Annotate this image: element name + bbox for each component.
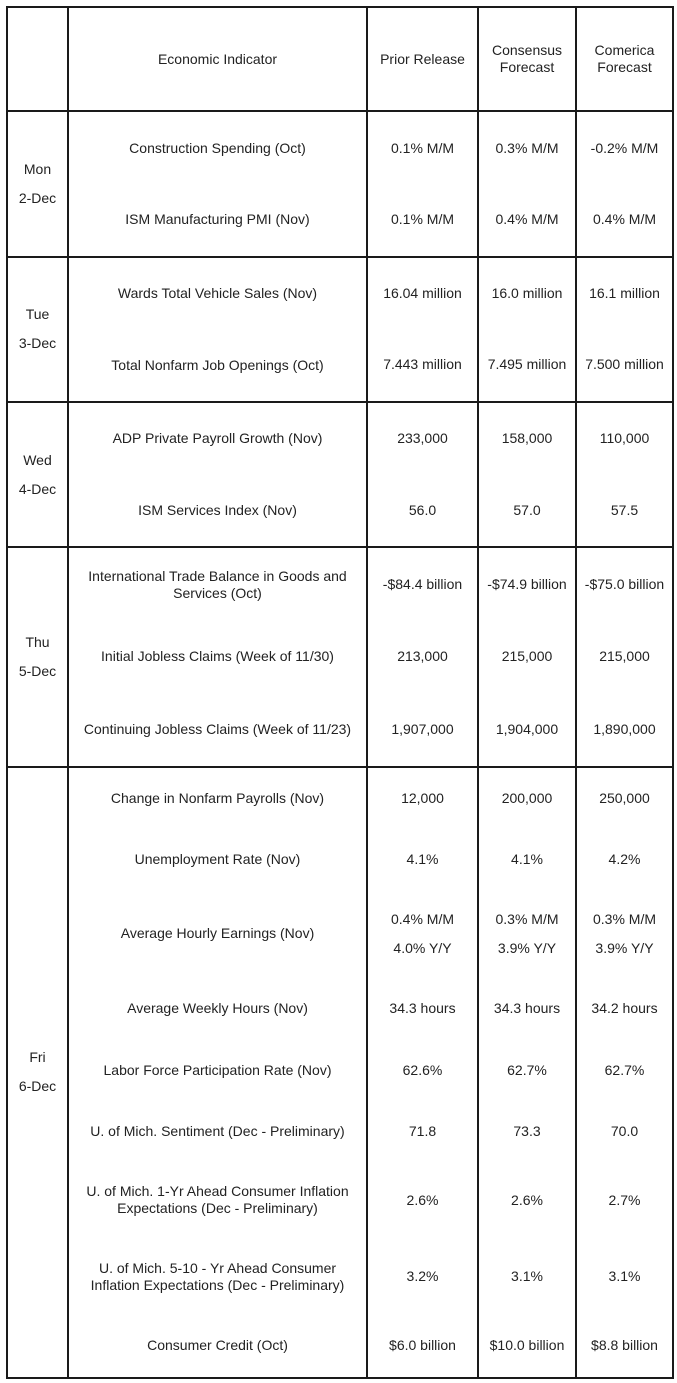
- comerica-forecast-value: 110,000: [599, 430, 650, 447]
- consensus-forecast-item: [479, 336, 575, 393]
- comerica-forecast-values: [585, 350, 664, 379]
- prior-release-list: [368, 112, 477, 255]
- indicator-item: [69, 1041, 366, 1099]
- comerica-forecast-value: 0.4% M/M: [592, 211, 656, 228]
- comerica-forecast-values: [611, 496, 638, 525]
- header-prior-release: Prior Release: [367, 7, 478, 111]
- comerica-forecast-cell: [576, 257, 673, 402]
- day-cell: [7, 547, 68, 766]
- comerica-forecast-cell: [576, 402, 673, 547]
- comerica-forecast-item: [577, 892, 672, 976]
- comerica-forecast-values: [593, 905, 656, 963]
- consensus-forecast-values: [513, 1117, 540, 1146]
- comerica-forecast-item: [577, 265, 672, 322]
- day-name: Thu: [25, 633, 50, 650]
- consensus-forecast-item: [479, 831, 575, 889]
- comerica-forecast-item: [577, 831, 672, 889]
- consensus-forecast-item: [479, 892, 575, 976]
- prior-release-item: [368, 892, 477, 976]
- header-day: [7, 7, 68, 111]
- indicator-label: Wards Total Vehicle Sales (Nov): [117, 285, 318, 302]
- prior-release-values: [389, 994, 455, 1023]
- prior-release-value: 0.1% M/M: [390, 139, 454, 156]
- prior-release-values: [409, 1117, 436, 1146]
- consensus-forecast-item: [479, 701, 575, 758]
- comerica-forecast-value: 250,000: [599, 790, 650, 807]
- day-date: 3-Dec: [18, 335, 57, 352]
- consensus-forecast-item: [479, 410, 575, 467]
- prior-release-item: [368, 191, 477, 248]
- consensus-forecast-value: 34.3 hours: [493, 999, 561, 1016]
- prior-release-item: [368, 978, 477, 1038]
- consensus-forecast-values: [502, 424, 553, 453]
- consensus-forecast-values: [494, 994, 560, 1023]
- consensus-forecast-values: [495, 905, 558, 963]
- consensus-forecast-item: [479, 1240, 575, 1314]
- indicator-label: ISM Services Index (Nov): [138, 501, 297, 518]
- indicator-item: [69, 556, 366, 613]
- comerica-forecast-item: [577, 978, 672, 1038]
- consensus-forecast-values: [511, 1186, 543, 1215]
- consensus-forecast-item: [479, 1102, 575, 1160]
- indicator-list: [69, 403, 366, 546]
- indicator-cell: [68, 111, 367, 256]
- consensus-forecast-list: [479, 548, 575, 765]
- comerica-forecast-item: [577, 120, 672, 177]
- comerica-forecast-value: 4.2%: [608, 851, 641, 868]
- indicator-item: [69, 892, 366, 976]
- day-cell: [7, 111, 68, 256]
- comerica-forecast-values: [599, 784, 650, 813]
- comerica-forecast-values: [591, 994, 657, 1023]
- comerica-forecast-item: [577, 1163, 672, 1237]
- consensus-forecast-values: [507, 1056, 547, 1085]
- prior-release-item: [368, 628, 477, 685]
- indicator-label: Continuing Jobless Claims (Week of 11/23): [83, 720, 352, 737]
- prior-release-values: [391, 205, 454, 234]
- consensus-forecast-values: [495, 205, 558, 234]
- comerica-forecast-value: 1,890,000: [593, 720, 656, 737]
- prior-release-value: 62.6%: [402, 1061, 443, 1078]
- comerica-forecast-item: [577, 1240, 672, 1314]
- consensus-forecast-item: [479, 191, 575, 248]
- prior-release-values: [391, 134, 454, 163]
- indicator-cell: [68, 547, 367, 766]
- consensus-forecast-values: [496, 715, 558, 744]
- consensus-forecast-values: [502, 784, 553, 813]
- prior-release-item: [368, 770, 477, 828]
- indicator-item: [69, 628, 366, 685]
- consensus-forecast-value: 0.3% M/M: [495, 910, 559, 927]
- prior-release-values: [397, 424, 448, 453]
- prior-release-value: 0.1% M/M: [390, 211, 454, 228]
- consensus-forecast-list: [479, 403, 575, 546]
- header-comerica-forecast: Comerica Forecast: [576, 7, 673, 111]
- consensus-forecast-value: 16.0 million: [491, 284, 563, 301]
- consensus-forecast-value: 158,000: [501, 430, 553, 447]
- indicator-label: U. of Mich. 5-10 - Yr Ahead Consumer Inflation Expectations (Dec - Preliminary): [90, 1260, 345, 1293]
- consensus-forecast-value: 215,000: [501, 648, 553, 665]
- prior-release-value: 7.443 million: [383, 356, 462, 373]
- prior-release-list: [368, 548, 477, 765]
- indicator-label: ISM Manufacturing PMI (Nov): [125, 211, 310, 228]
- comerica-forecast-values: [609, 1262, 641, 1291]
- prior-release-item: [368, 1240, 477, 1314]
- indicator-label: International Trade Balance in Goods and Services (Oct): [88, 567, 347, 601]
- prior-release-values: [407, 1186, 439, 1215]
- prior-release-value: 4.1%: [406, 851, 439, 868]
- consensus-forecast-list: [479, 258, 575, 401]
- consensus-forecast-values: [513, 496, 540, 525]
- prior-release-values: [403, 1056, 443, 1085]
- day-row-fri: [7, 767, 673, 1378]
- day-row-tue: [7, 257, 673, 402]
- prior-release-values: [391, 715, 453, 744]
- comerica-forecast-value: 2.7%: [608, 1191, 641, 1208]
- comerica-forecast-item: [577, 628, 672, 685]
- prior-release-item: [368, 265, 477, 322]
- comerica-forecast-values: [591, 1331, 658, 1360]
- indicator-list: [69, 548, 366, 765]
- indicator-cell: [68, 402, 367, 547]
- comerica-forecast-value: 3.9% Y/Y: [595, 939, 654, 956]
- indicator-item: [69, 1317, 366, 1375]
- prior-release-value: 16.04 million: [383, 284, 462, 301]
- indicator-item: [69, 978, 366, 1038]
- comerica-forecast-value: $8.8 billion: [591, 1337, 658, 1354]
- prior-release-values: [383, 279, 462, 308]
- comerica-forecast-item: [577, 1041, 672, 1099]
- prior-release-value: 0.4% M/M: [390, 910, 454, 927]
- consensus-forecast-list: [479, 768, 575, 1376]
- prior-release-item: [368, 120, 477, 177]
- prior-release-list: [368, 403, 477, 546]
- prior-release-value: 1,907,000: [391, 720, 454, 737]
- consensus-forecast-cell: [478, 767, 576, 1378]
- indicator-item: [69, 191, 366, 248]
- prior-release-cell: [367, 111, 478, 256]
- comerica-forecast-value: 34.2 hours: [591, 999, 658, 1016]
- consensus-forecast-item: [479, 978, 575, 1038]
- header-row: [7, 7, 673, 111]
- consensus-forecast-value: -$74.9 billion: [487, 576, 567, 593]
- day-row-mon: [7, 111, 673, 256]
- consensus-forecast-value: 4.1%: [511, 851, 543, 868]
- day-cell: [7, 257, 68, 402]
- economic-calendar-table: [6, 6, 674, 1379]
- day-row-thu: [7, 547, 673, 766]
- prior-release-item: [368, 831, 477, 889]
- consensus-forecast-values: [490, 1331, 565, 1360]
- indicator-label: U. of Mich. 1-Yr Ahead Consumer Inflation Expectations (Dec - Preliminary): [86, 1183, 349, 1216]
- prior-release-item: [368, 336, 477, 393]
- comerica-forecast-value: -0.2% M/M: [590, 139, 659, 156]
- prior-release-values: [397, 642, 448, 671]
- comerica-forecast-item: [577, 556, 672, 613]
- indicator-item: [69, 1163, 366, 1237]
- prior-release-item: [368, 1041, 477, 1099]
- prior-release-value: $6.0 billion: [389, 1337, 456, 1354]
- comerica-forecast-list: [577, 768, 672, 1376]
- comerica-forecast-cell: [576, 111, 673, 256]
- comerica-forecast-item: [577, 1102, 672, 1160]
- indicator-label: Total Nonfarm Job Openings (Oct): [111, 356, 324, 373]
- prior-release-value: 12,000: [401, 790, 444, 807]
- consensus-forecast-value: 2.6%: [511, 1191, 543, 1208]
- consensus-forecast-value: 0.4% M/M: [495, 211, 559, 228]
- prior-release-value: 213,000: [397, 648, 448, 665]
- prior-release-cell: [367, 547, 478, 766]
- indicator-label: Consumer Credit (Oct): [147, 1337, 288, 1354]
- consensus-forecast-item: [479, 1163, 575, 1237]
- prior-release-list: [368, 768, 477, 1376]
- indicator-label: Labor Force Participation Rate (Nov): [103, 1061, 332, 1078]
- comerica-forecast-item: [577, 770, 672, 828]
- comerica-forecast-value: 0.3% M/M: [592, 910, 656, 927]
- prior-release-item: [368, 556, 477, 613]
- prior-release-values: [401, 784, 444, 813]
- prior-release-item: [368, 1163, 477, 1237]
- comerica-forecast-list: [577, 403, 672, 546]
- comerica-forecast-values: [609, 845, 641, 874]
- consensus-forecast-cell: [478, 111, 576, 256]
- consensus-forecast-item: [479, 1041, 575, 1099]
- comerica-forecast-values: [591, 134, 659, 163]
- comerica-forecast-item: [577, 336, 672, 393]
- comerica-forecast-item: [577, 191, 672, 248]
- day-name: Wed: [23, 451, 52, 468]
- indicator-item: [69, 120, 366, 177]
- prior-release-value: -$84.4 billion: [382, 576, 463, 593]
- day-cell: [7, 402, 68, 547]
- comerica-forecast-values: [589, 279, 660, 308]
- day-date: 5-Dec: [18, 662, 57, 679]
- header-economic-indicator: Economic Indicator: [68, 7, 367, 111]
- prior-release-value: 2.6%: [406, 1191, 439, 1208]
- prior-release-item: [368, 1317, 477, 1375]
- prior-release-value: 56.0: [408, 501, 437, 518]
- consensus-forecast-item: [479, 556, 575, 613]
- prior-release-value: 71.8: [408, 1122, 437, 1139]
- prior-release-list: [368, 258, 477, 401]
- prior-release-values: [391, 905, 454, 963]
- indicator-list: [69, 258, 366, 401]
- comerica-forecast-item: [577, 410, 672, 467]
- consensus-forecast-value: 0.3% M/M: [495, 139, 559, 156]
- consensus-forecast-values: [492, 279, 563, 308]
- prior-release-item: [368, 410, 477, 467]
- indicator-label: Construction Spending (Oct): [129, 139, 306, 156]
- day-name: Fri: [29, 1049, 46, 1066]
- indicator-item: [69, 831, 366, 889]
- comerica-forecast-values: [609, 1186, 641, 1215]
- prior-release-values: [407, 845, 439, 874]
- consensus-forecast-item: [479, 120, 575, 177]
- consensus-forecast-item: [479, 482, 575, 539]
- consensus-forecast-values: [488, 350, 567, 379]
- indicator-label: Unemployment Rate (Nov): [134, 851, 301, 868]
- indicator-label: Average Hourly Earnings (Nov): [120, 925, 315, 942]
- consensus-forecast-item: [479, 770, 575, 828]
- indicator-cell: [68, 257, 367, 402]
- indicator-item: [69, 336, 366, 393]
- consensus-forecast-value: 57.0: [513, 501, 541, 518]
- prior-release-cell: [367, 767, 478, 1378]
- comerica-forecast-list: [577, 112, 672, 255]
- prior-release-item: [368, 701, 477, 758]
- comerica-forecast-item: [577, 482, 672, 539]
- comerica-forecast-item: [577, 701, 672, 758]
- comerica-forecast-value: 16.1 million: [589, 284, 660, 301]
- consensus-forecast-values: [511, 1262, 543, 1291]
- consensus-forecast-cell: [478, 402, 576, 547]
- indicator-list: [69, 768, 366, 1376]
- comerica-forecast-values: [599, 642, 650, 671]
- indicator-item: [69, 1102, 366, 1160]
- prior-release-cell: [367, 402, 478, 547]
- consensus-forecast-values: [511, 845, 543, 874]
- consensus-forecast-value: 3.1%: [511, 1268, 543, 1285]
- prior-release-value: 34.3 hours: [389, 999, 456, 1016]
- consensus-forecast-list: [479, 112, 575, 255]
- consensus-forecast-value: $10.0 billion: [489, 1337, 565, 1354]
- indicator-item: [69, 701, 366, 758]
- comerica-forecast-item: [577, 1317, 672, 1375]
- indicator-label: U. of Mich. Sentiment (Dec - Preliminary): [90, 1122, 345, 1139]
- consensus-forecast-value: 62.7%: [507, 1061, 547, 1078]
- comerica-forecast-values: [593, 715, 655, 744]
- consensus-forecast-cell: [478, 547, 576, 766]
- comerica-forecast-cell: [576, 767, 673, 1378]
- comerica-forecast-list: [577, 548, 672, 765]
- comerica-forecast-value: -$75.0 billion: [584, 576, 665, 593]
- consensus-forecast-value: 1,904,000: [495, 720, 559, 737]
- indicator-item: [69, 265, 366, 322]
- day-date: 2-Dec: [18, 189, 57, 206]
- day-date: 4-Dec: [18, 480, 57, 497]
- consensus-forecast-value: 3.9% Y/Y: [497, 939, 557, 956]
- day-date: 6-Dec: [18, 1078, 57, 1095]
- comerica-forecast-value: 7.500 million: [585, 356, 664, 373]
- indicator-label: Average Weekly Hours (Nov): [127, 999, 308, 1016]
- consensus-forecast-values: [495, 134, 558, 163]
- consensus-forecast-values: [487, 570, 566, 599]
- indicator-item: [69, 770, 366, 828]
- consensus-forecast-item: [479, 1317, 575, 1375]
- day-name: Tue: [25, 306, 50, 323]
- indicator-list: [69, 112, 366, 255]
- prior-release-values: [407, 1262, 439, 1291]
- consensus-forecast-value: 200,000: [501, 790, 553, 807]
- indicator-label: Initial Jobless Claims (Week of 11/30): [101, 648, 334, 665]
- indicator-item: [69, 482, 366, 539]
- indicator-label: ADP Private Payroll Growth (Nov): [112, 430, 323, 447]
- day-row-wed: [7, 402, 673, 547]
- comerica-forecast-values: [593, 205, 656, 234]
- indicator-cell: [68, 767, 367, 1378]
- indicator-item: [69, 410, 366, 467]
- comerica-forecast-values: [611, 1117, 638, 1146]
- comerica-forecast-list: [577, 258, 672, 401]
- indicator-item: [69, 1240, 366, 1314]
- consensus-forecast-cell: [478, 257, 576, 402]
- prior-release-item: [368, 482, 477, 539]
- consensus-forecast-value: 73.3: [513, 1122, 541, 1139]
- comerica-forecast-value: 57.5: [610, 501, 639, 518]
- prior-release-value: 3.2%: [406, 1268, 439, 1285]
- consensus-forecast-values: [502, 642, 553, 671]
- comerica-forecast-value: 70.0: [610, 1122, 639, 1139]
- day-name: Mon: [23, 160, 52, 177]
- comerica-forecast-cell: [576, 547, 673, 766]
- comerica-forecast-value: 215,000: [599, 648, 650, 665]
- prior-release-value: 4.0% Y/Y: [393, 939, 452, 956]
- comerica-forecast-value: 3.1%: [608, 1268, 641, 1285]
- prior-release-cell: [367, 257, 478, 402]
- prior-release-item: [368, 1102, 477, 1160]
- consensus-forecast-item: [479, 265, 575, 322]
- consensus-forecast-value: 7.495 million: [487, 356, 567, 373]
- prior-release-values: [389, 1331, 456, 1360]
- prior-release-value: 233,000: [397, 430, 448, 447]
- prior-release-values: [383, 350, 462, 379]
- prior-release-values: [409, 496, 436, 525]
- consensus-forecast-item: [479, 628, 575, 685]
- comerica-forecast-values: [605, 1056, 645, 1085]
- indicator-label: Change in Nonfarm Payrolls (Nov): [110, 790, 325, 807]
- comerica-forecast-values: [585, 570, 664, 599]
- comerica-forecast-values: [600, 424, 650, 453]
- comerica-forecast-value: 62.7%: [604, 1061, 645, 1078]
- header-consensus-forecast: Consensus Forecast: [478, 7, 576, 111]
- prior-release-values: [383, 570, 462, 599]
- day-cell: [7, 767, 68, 1378]
